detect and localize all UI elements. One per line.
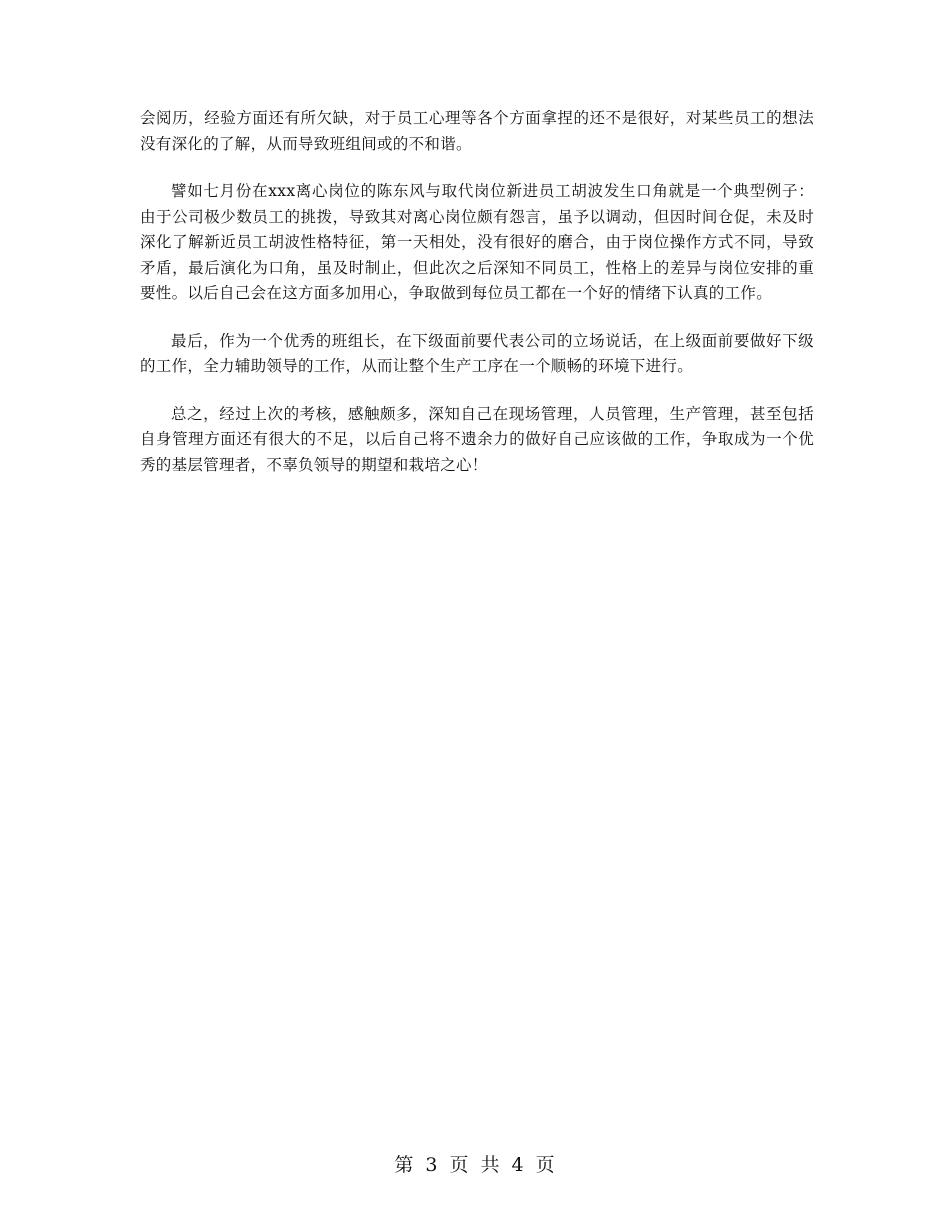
paragraph-2: 譬如七月份在xxx离心岗位的陈东风与取代岗位新进员工胡波发生口角就是一个典型例子：由于公司极少数员工的挑拨，导致其对离心岗位颇有怨言，虽予以调动，但因时间仓促，未及时深化了解新近员工胡波性格特征，第一天相处，没有很好的磨合，由于岗位操作方式不同，导致矛盾，最后演化为口角，虽及时制止，但此次之后深知不同员工，性格上的差异与岗位安排的重要性。以后自己会在这方面多加用心，争取做到每位员工都在一个好的情绪下认真的工作。 <box>140 182 814 302</box>
paragraph-4: 总之，经过上次的考核，感触颇多，深知自己在现场管理，人员管理，生产管理，甚至包括自身管理方面还有很大的不足，以后自己将不遗余力的做好自己应该做的工作，争取成为一个优秀的基层管理者，不辜负领导的期望和栽培之心！ <box>140 404 814 474</box>
paragraph-1: 会阅历，经验方面还有所欠缺，对于员工心理等各个方面拿捏的还不是很好，对某些员工的想法没有深化的了解，从而导致班组间或的不和谐。 <box>140 109 814 153</box>
paragraph-3: 最后，作为一个优秀的班组长，在下级面前要代表公司的立场说话，在上级面前要做好下级的工作，全力辅助领导的工作，从而让整个生产工序在一个顺畅的环境下进行。 <box>140 331 814 375</box>
document-body <box>140 106 814 500</box>
page-number-footer: 第 3 页 共 4 页 <box>394 1154 556 1176</box>
